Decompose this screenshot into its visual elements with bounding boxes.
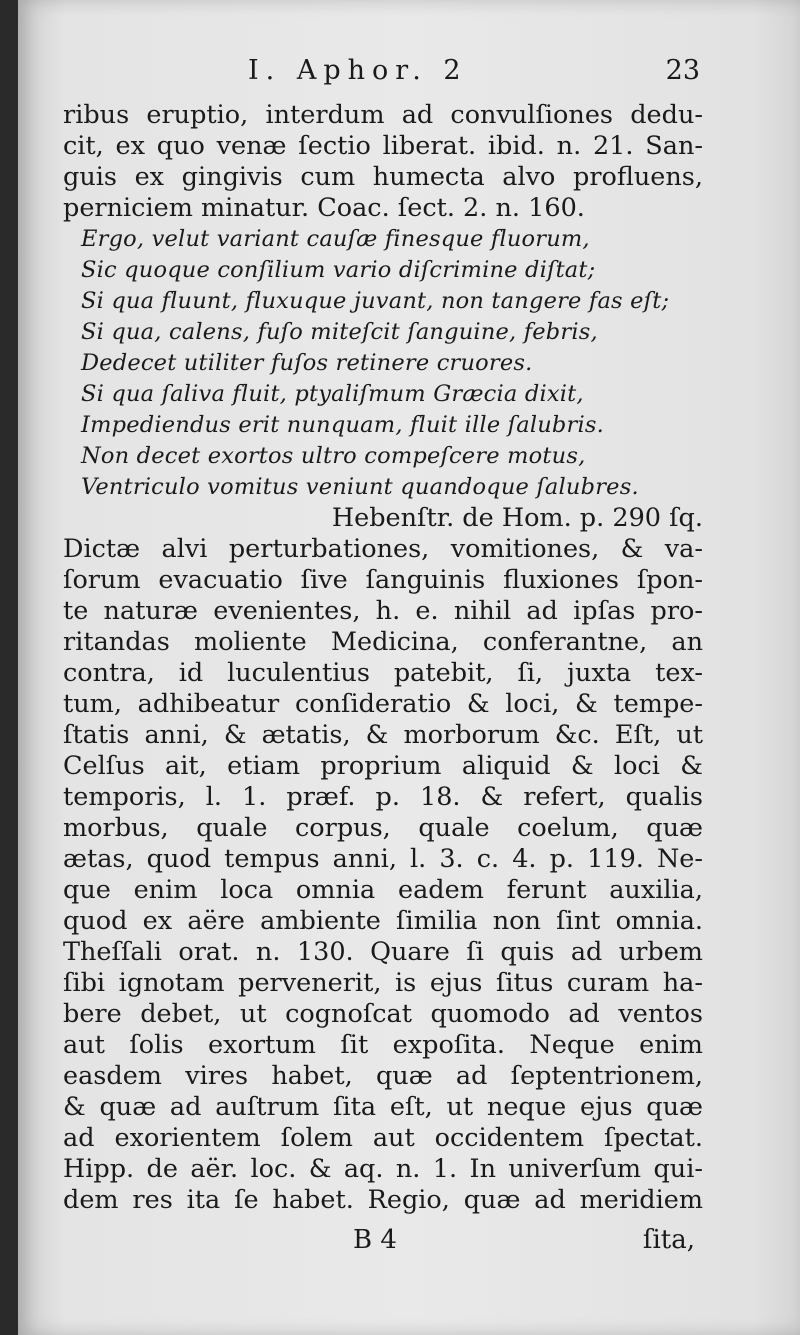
text-line: ſorum evacuatio ſive ſanguinis fluxiones ſpon- — [63, 565, 703, 595]
page-number: 23 — [665, 55, 700, 86]
verse-line: Dedecet utiliter fuſos retinere cruores. — [81, 350, 533, 376]
signature-mark: B 4 — [353, 1225, 397, 1255]
text-line: ribus eruptio, interdum ad convulſiones dedu- — [63, 100, 703, 130]
verse-line: Si qua, calens, fuſo miteſcit ſanguine, febris, — [81, 319, 598, 345]
verse-line: Non decet exortos ultro compeſcere motus, — [81, 443, 586, 469]
text-line: te naturæ evenientes, h. e. nihil ad ipſas pro- — [63, 596, 703, 626]
text-line: cit, ex quo venæ ſectio liberat. ibid. n. 21. San- — [63, 131, 703, 161]
verse-line: Sic quoque conſilium vario diſcrimine diſtat; — [81, 257, 596, 283]
text-line: dem res ita ſe habet. Regio, quæ ad meridiem — [63, 1185, 703, 1215]
page-header — [248, 55, 800, 95]
text-line: ſtatis anni, & ætatis, & morborum &c. Eſt, ut — [63, 720, 703, 750]
text-line: contra, id luculentius patebit, ſi, juxta tex- — [63, 658, 703, 688]
text-line: perniciem minatur. Coac. ſect. 2. n. 160. — [63, 193, 585, 223]
text-line: guis ex gingivis cum humecta alvo profluens, — [63, 162, 703, 192]
text-line: ritandas moliente Medicina, conferantne, an — [63, 627, 703, 657]
text-line: & quæ ad auſtrum ſita eſt, ut neque ejus quæ — [63, 1092, 703, 1122]
verse-line: Si qua ſaliva fluit, ptyaliſmum Græcia dixit, — [81, 381, 584, 407]
text-line: Hipp. de aër. loc. & aq. n. 1. In univerſum qui- — [63, 1154, 703, 1184]
text-line: easdem vires habet, quæ ad ſeptentrionem, — [63, 1061, 703, 1091]
verse-line: Ventriculo vomitus veniunt quandoque ſalubres. — [81, 474, 639, 500]
catchword: ſita, — [642, 1225, 695, 1255]
text-line: aut ſolis exortum ſit expoſita. Neque enim — [63, 1030, 703, 1060]
verse-line: Impediendus erit nunquam, fluit ille ſalubris. — [81, 412, 604, 438]
text-line: Celſus ait, etiam proprium aliquid & loci & — [63, 751, 703, 781]
verse-line: Si qua fluunt, fluxuque juvant, non tangere fas eſt; — [81, 288, 670, 314]
text-line: que enim loca omnia eadem ferunt auxilia, — [63, 875, 703, 905]
text-line: morbus, quale corpus, quale coelum, quæ — [63, 813, 703, 843]
text-line: quod ex aëre ambiente ſimilia non ſint omnia. — [63, 906, 703, 936]
text-line: Dictæ alvi perturbationes, vomitiones, & va- — [63, 534, 703, 564]
text-line: ætas, quod tempus anni, l. 3. c. 4. p. 119. Ne- — [63, 844, 703, 874]
text-line: bere debet, ut cognoſcat quomodo ad ventos — [63, 999, 703, 1029]
text-line: ſibi ignotam pervenerit, is ejus ſitus curam ha- — [63, 968, 703, 998]
body-text — [63, 100, 703, 1216]
verse-line: Ergo, velut variant cauſæ finesque fluorum, — [81, 226, 590, 252]
text-line: tum, adhibeatur conſideratio & loci, & tempe- — [63, 689, 703, 719]
book-page — [18, 0, 800, 1335]
text-line: ad exorientem ſolem aut occidentem ſpectat. — [63, 1123, 703, 1153]
text-line: temporis, l. 1. præf. p. 18. & refert, qualis — [63, 782, 703, 812]
running-head: I. Aphor. 2 — [248, 55, 468, 86]
text-line: Theſſali orat. n. 130. Quare ſi quis ad urbem — [63, 937, 703, 967]
citation-line: Hebenſtr. de Hom. p. 290 ſq. — [331, 503, 703, 533]
